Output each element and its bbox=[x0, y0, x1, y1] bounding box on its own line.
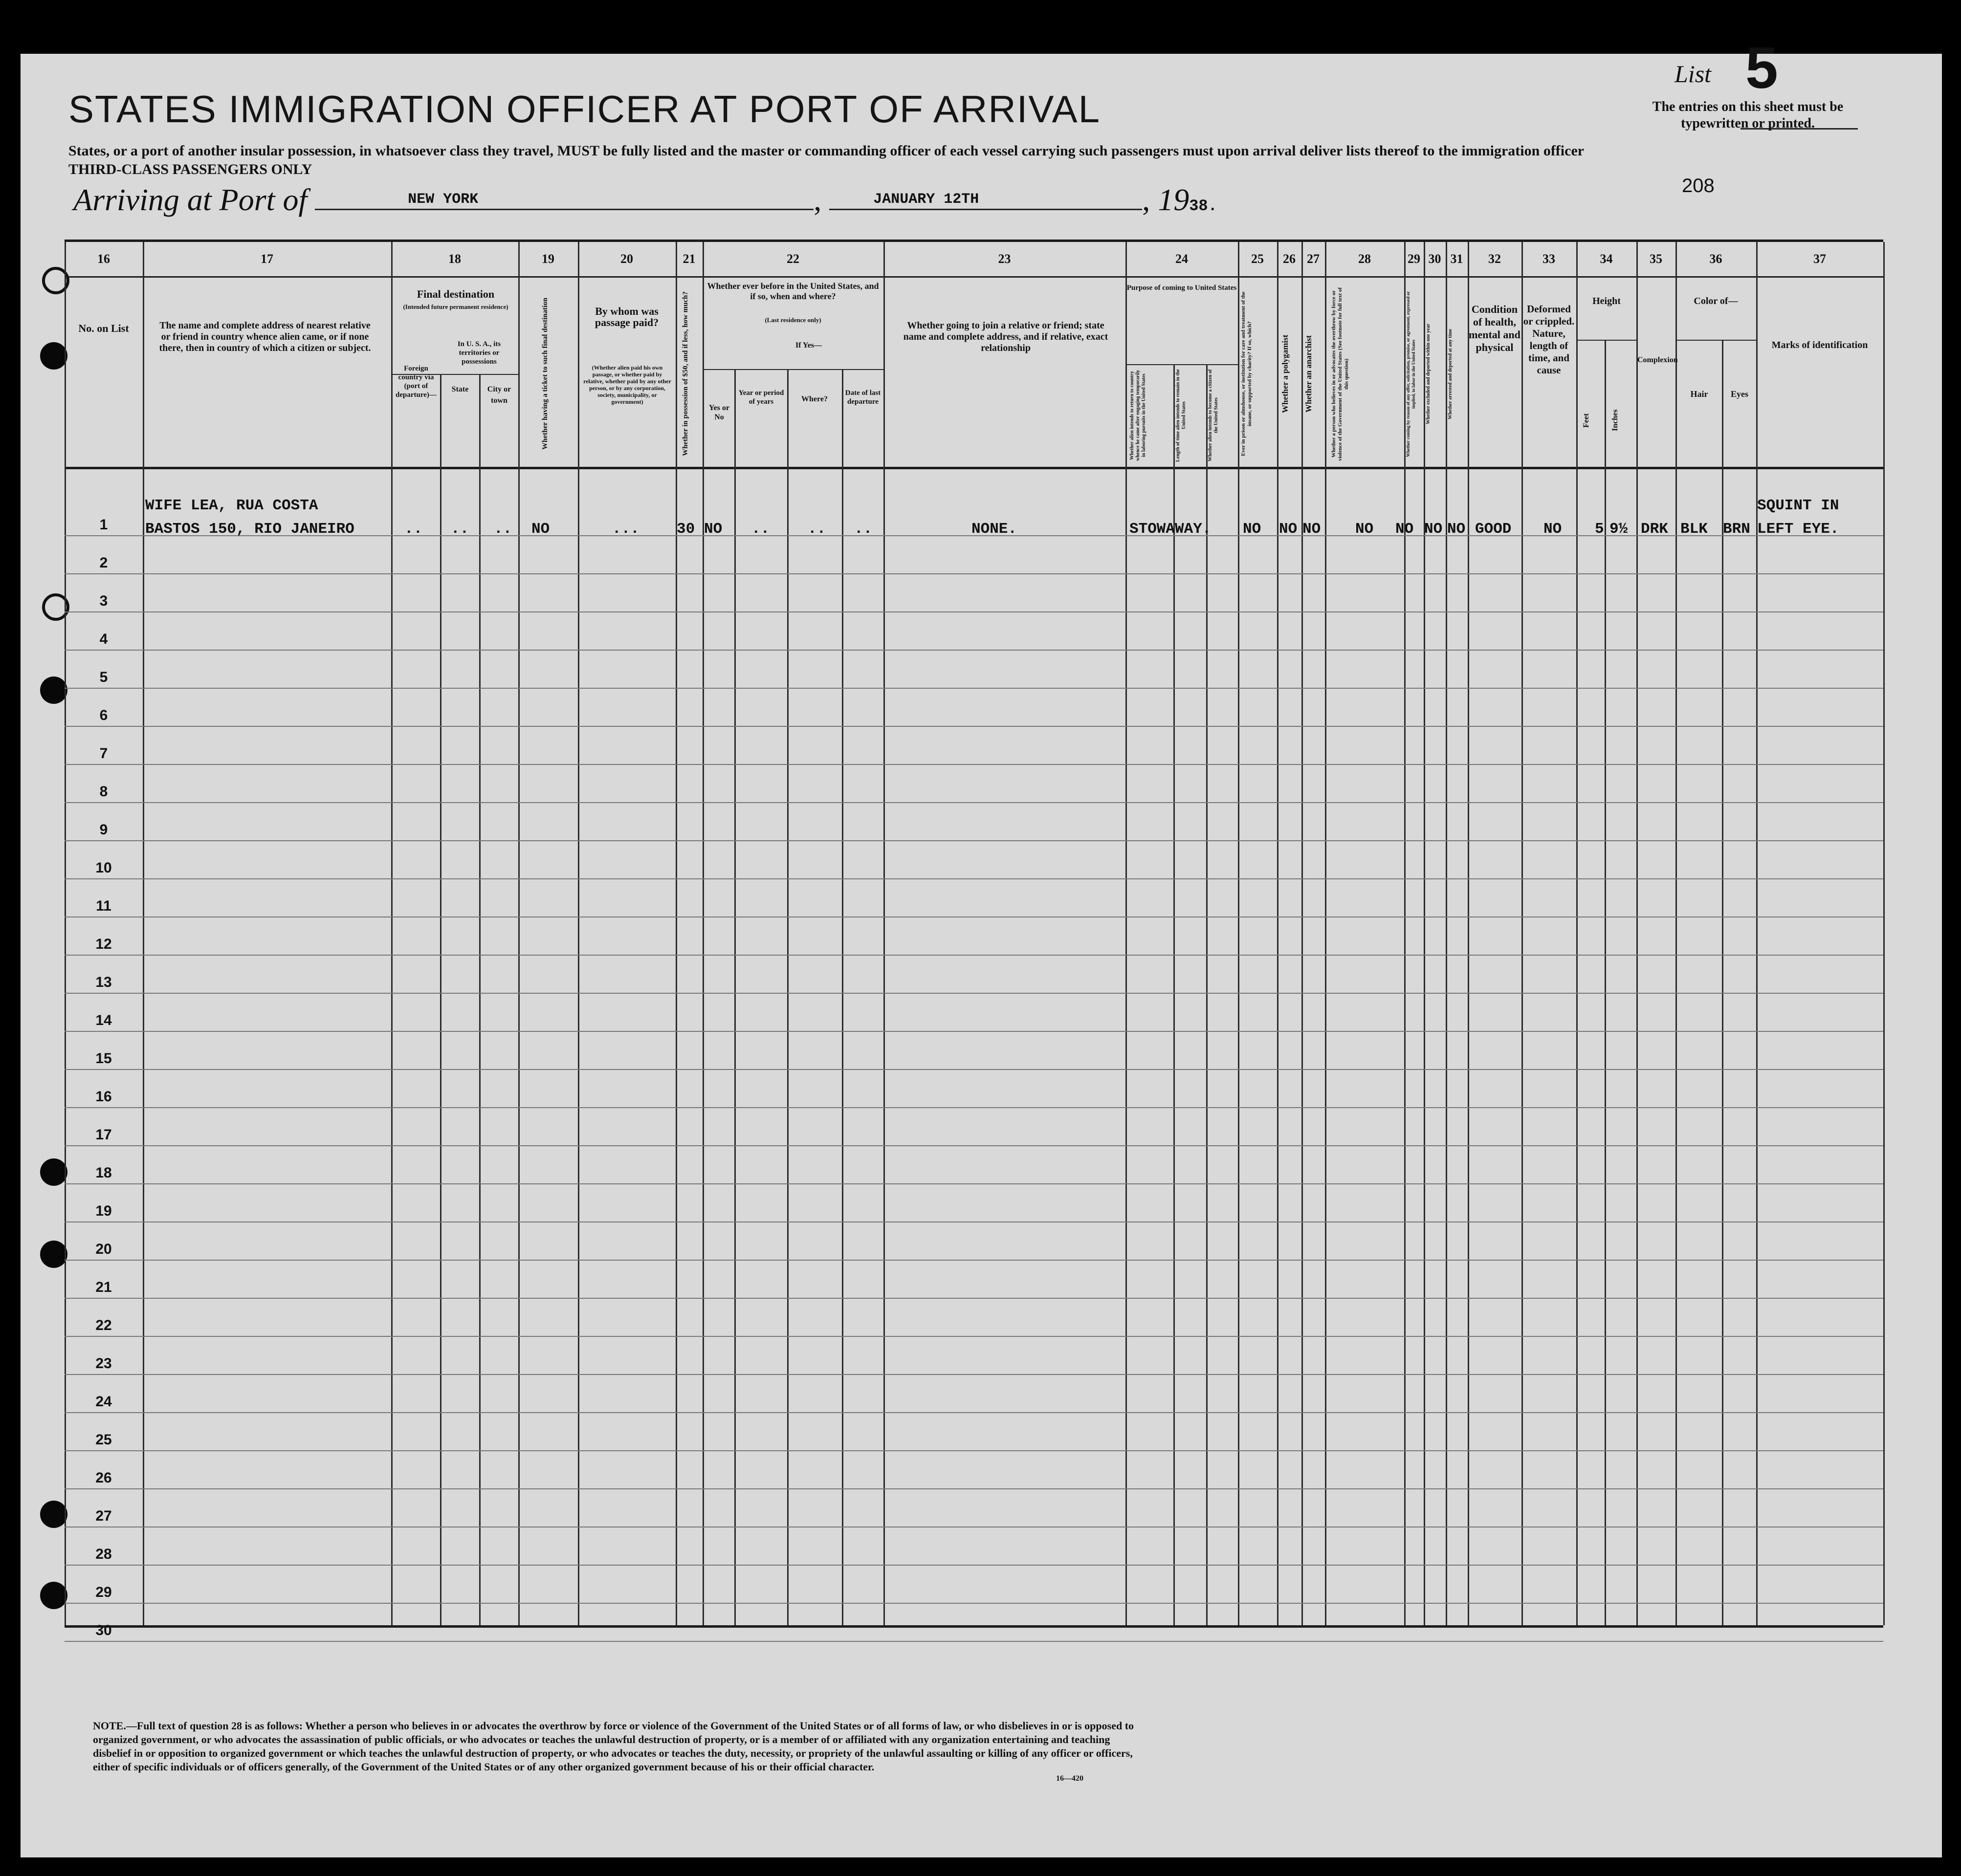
row-line bbox=[65, 1183, 1883, 1184]
header-c30: Whether excluded and deported within one year bbox=[1426, 324, 1431, 424]
header-c31: Whether arrested and deported at any time bbox=[1448, 328, 1453, 419]
list-number: 5 bbox=[1745, 35, 1778, 101]
row-number: 23 bbox=[95, 1355, 112, 1372]
row-line bbox=[65, 611, 1883, 612]
row-number: 14 bbox=[95, 1012, 112, 1028]
header-city: City or town bbox=[487, 385, 511, 405]
col-number: 16 bbox=[97, 252, 110, 266]
header-c29: Whether coming by reason of any offer, solicitation, promise, or agreement, expressed or implied, to labor in the United States bbox=[1406, 291, 1416, 457]
header-hair: Hair bbox=[1690, 389, 1708, 399]
row-number: 17 bbox=[95, 1127, 112, 1143]
col-number: 17 bbox=[261, 252, 273, 266]
header-final-destination-note: (Intended future permanent residence) bbox=[403, 303, 508, 310]
col-number: 27 bbox=[1307, 252, 1320, 266]
row-line bbox=[65, 1107, 1883, 1108]
entry-feet: 5 bbox=[1595, 521, 1604, 538]
entry-years: .. bbox=[751, 521, 770, 538]
header-before-in-us: Whether ever before in the United States, and if so, when and where? bbox=[707, 281, 879, 301]
header-foreign-country: Foreign country via (port of departure)— bbox=[396, 365, 437, 399]
page-title: STATES IMMIGRATION OFFICER AT PORT OF ARRIVAL bbox=[68, 87, 1101, 131]
row-line bbox=[65, 764, 1883, 765]
entry-hair: BLK bbox=[1680, 521, 1708, 538]
date-value: JANUARY 12TH bbox=[873, 191, 979, 208]
row-number: 9 bbox=[99, 822, 108, 838]
row-number: 7 bbox=[99, 745, 108, 762]
col-number: 35 bbox=[1650, 252, 1662, 266]
header-date-departure: Date of last departure bbox=[845, 389, 881, 406]
header-inches: Inches bbox=[1611, 409, 1619, 432]
body-rule bbox=[65, 467, 1883, 469]
footnote: NOTE.—Full text of question 28 is as follows: Whether a person who believes in or advocates the overthrow by force or violence of the Government of the United States or of all forms of law, or who disbelieves in or is opposed to organized government, or who advocates the assassination of public officials, or who advocates or teaches the unlawful destruction of property, or is a member of or affiliated with any organization entertaining and teaching disbelief in or opposition to organized government or which teaches the unlawful destruction of property, or who advocates or teaches the duty, necessity, or propriety of the unlawful assaulting or killing of any officer or officers, either of specific individuals or of officers generally, of the Government of the United States or of any other organized government because of his or their official character. bbox=[93, 1720, 1134, 1773]
binder-hole bbox=[40, 1501, 67, 1528]
header-color-of: Color of— bbox=[1694, 296, 1738, 306]
row-line bbox=[65, 878, 1883, 879]
row-number: 29 bbox=[95, 1584, 112, 1600]
entry-passage: ... bbox=[612, 521, 639, 538]
header-in-usa: In U. S. A., its territories or possessions bbox=[457, 340, 501, 366]
row-line bbox=[65, 993, 1883, 994]
row-number: 8 bbox=[99, 784, 108, 800]
header-c26: Whether a polygamist bbox=[1280, 334, 1290, 414]
row-number: 1 bbox=[99, 517, 108, 533]
header-passage-note: (Whether alien paid his own passage, or whether paid by relative, whether paid by any other person, or by any corporation, society, municipality, or government) bbox=[583, 364, 671, 405]
arriving-line: Arriving at Port of NEW YORK , JANUARY 12TH , 1938. bbox=[73, 182, 1217, 217]
col-number: 23 bbox=[998, 252, 1011, 266]
entry-eyes: BRN bbox=[1723, 521, 1750, 538]
row-number: 6 bbox=[99, 707, 108, 723]
col-number: 33 bbox=[1542, 252, 1555, 266]
entry-state: .. bbox=[451, 521, 469, 538]
header-years: Year or period of years bbox=[738, 389, 784, 406]
row-number: 3 bbox=[99, 593, 108, 609]
class-line: THIRD-CLASS PASSENGERS ONLY bbox=[68, 161, 312, 177]
row-line bbox=[65, 802, 1883, 803]
port-field bbox=[315, 184, 814, 210]
instruction-text: States, or a port of another insular possession, in whatsoever class they travel, MUST be fully listed and the master or commanding officer of each vessel carrying such passengers must upon arrival deliver lists thereof to the immigration officer bbox=[68, 143, 1585, 159]
header-eyes: Eyes bbox=[1731, 389, 1748, 399]
col-number: 19 bbox=[542, 252, 554, 266]
row-number: 16 bbox=[95, 1089, 112, 1105]
entry-c26: NO bbox=[1279, 521, 1298, 538]
header-last-residence: (Last residence only) bbox=[765, 316, 821, 324]
header-yes-no: Yes or No bbox=[708, 404, 730, 421]
header-health: Condition of health, mental and physical bbox=[1469, 303, 1520, 353]
col-number: 21 bbox=[683, 252, 696, 266]
binder-hole bbox=[40, 342, 67, 370]
row-line bbox=[65, 1298, 1883, 1299]
stamp-number: 208 bbox=[1682, 175, 1715, 196]
row-line bbox=[65, 688, 1883, 689]
entry-marks-line2: LEFT EYE. bbox=[1757, 521, 1839, 538]
header-purpose-c: Whether alien intends to become a citizen of the United States bbox=[1208, 369, 1219, 462]
entry-c29: NO bbox=[1395, 521, 1414, 538]
entry-join: NONE. bbox=[971, 521, 1017, 538]
row-number: 18 bbox=[95, 1165, 112, 1181]
binder-hole bbox=[40, 676, 67, 704]
form-number: 16—420 bbox=[1056, 1774, 1083, 1783]
manifest-table bbox=[65, 240, 1883, 1638]
header-height: Height bbox=[1592, 296, 1621, 306]
header-complexion: Complexion bbox=[1637, 356, 1678, 364]
row-number: 25 bbox=[95, 1432, 112, 1448]
entry-c27: NO bbox=[1302, 521, 1321, 538]
col-number: 18 bbox=[448, 252, 461, 266]
row-number: 19 bbox=[95, 1203, 112, 1219]
header-ticket: Whether having a ticket to such final destination bbox=[541, 298, 549, 450]
header-purpose: Purpose of coming to United States bbox=[1126, 284, 1237, 292]
header-deformed: Deformed or crippled. Nature, length of time, and cause bbox=[1523, 303, 1575, 376]
row-number: 22 bbox=[95, 1317, 112, 1333]
header-c27: Whether an anarchist bbox=[1304, 335, 1313, 413]
row-line bbox=[65, 1374, 1883, 1375]
header-feet: Feet bbox=[1582, 413, 1590, 428]
header-final-destination: Final destination bbox=[417, 288, 495, 300]
row-line bbox=[65, 1031, 1883, 1032]
col-number: 24 bbox=[1175, 252, 1188, 266]
row-line bbox=[65, 1488, 1883, 1489]
row-line bbox=[65, 1069, 1883, 1070]
header-join-relative: Whether going to join a relative or friend; state name and complete address, and if relative, exact relationship bbox=[903, 320, 1108, 353]
col-number: 26 bbox=[1283, 252, 1296, 266]
col-number: 29 bbox=[1408, 252, 1420, 266]
entry-relative-line1: WIFE LEA, RUA COSTA bbox=[145, 497, 318, 514]
col-number: 34 bbox=[1600, 252, 1613, 266]
entry-purpose: STOWAWAY. bbox=[1129, 521, 1212, 538]
entry-marks-line1: SQUINT IN bbox=[1757, 497, 1839, 514]
entry-possession: 30 bbox=[677, 521, 695, 538]
header-where: Where? bbox=[801, 395, 828, 403]
header-subtitle bbox=[68, 142, 1584, 179]
row-number: 30 bbox=[95, 1622, 112, 1638]
row-number: 26 bbox=[95, 1470, 112, 1486]
entry-where: .. bbox=[808, 521, 826, 538]
entry-health: GOOD bbox=[1475, 521, 1512, 538]
row-line bbox=[65, 573, 1883, 574]
row-number: 12 bbox=[95, 936, 112, 952]
entry-inches: 9½ bbox=[1609, 521, 1628, 538]
binder-hole bbox=[40, 1582, 67, 1609]
col-number: 32 bbox=[1488, 252, 1501, 266]
year-prefix: 19 bbox=[1158, 182, 1190, 217]
col-number: 20 bbox=[620, 252, 633, 266]
header-if-yes: If Yes— bbox=[795, 341, 822, 349]
entry-before-yes-no: NO bbox=[704, 521, 723, 538]
entry-c31: NO bbox=[1447, 521, 1466, 538]
col-number: 22 bbox=[787, 252, 799, 266]
row-number: 10 bbox=[95, 860, 112, 876]
entry-city: .. bbox=[494, 521, 512, 538]
header-state: State bbox=[451, 385, 469, 393]
row-number: 4 bbox=[99, 631, 108, 647]
row-number: 2 bbox=[99, 555, 108, 571]
row-number: 21 bbox=[95, 1279, 112, 1295]
entry-relative-line2: BASTOS 150, RIO JANEIRO bbox=[145, 521, 354, 538]
entry-complexion: DRK bbox=[1641, 521, 1668, 538]
row-line bbox=[65, 1450, 1883, 1451]
entry-deformed: NO bbox=[1543, 521, 1562, 538]
arriving-label: Arriving at Port of bbox=[73, 182, 308, 217]
row-line bbox=[65, 955, 1883, 956]
row-number: 11 bbox=[96, 898, 111, 914]
row-line bbox=[65, 1412, 1883, 1413]
header-c25: Ever in prison or almshouse, or institution for care and treatment of the insane, or supported by charity? If so, which? bbox=[1240, 291, 1253, 457]
row-line bbox=[65, 1260, 1883, 1261]
row-line bbox=[65, 726, 1883, 727]
header-marks: Marks of identification bbox=[1771, 340, 1868, 350]
entry-c30: NO bbox=[1424, 521, 1443, 538]
header-rule bbox=[65, 276, 1883, 278]
row-number: 27 bbox=[95, 1508, 112, 1524]
header-no-on-list: No. on List bbox=[78, 322, 129, 334]
col-number: 36 bbox=[1709, 252, 1722, 266]
row-number: 15 bbox=[95, 1050, 112, 1067]
row-line bbox=[65, 1603, 1883, 1604]
port-value: NEW YORK bbox=[408, 191, 479, 208]
year-suffix: 38. bbox=[1189, 197, 1217, 215]
row-line bbox=[65, 840, 1883, 841]
col-number: 30 bbox=[1428, 252, 1441, 266]
header-purpose-b: Length of time alien intends to remain in the United States bbox=[1175, 369, 1187, 462]
col-number: 25 bbox=[1251, 252, 1264, 266]
row-line bbox=[65, 1565, 1883, 1566]
col-number: 28 bbox=[1358, 252, 1371, 266]
entry-ticket: NO bbox=[531, 521, 550, 538]
row-number: 5 bbox=[99, 669, 108, 685]
row-number: 13 bbox=[95, 974, 112, 990]
entry-c25: NO bbox=[1243, 521, 1261, 538]
row-line bbox=[65, 650, 1883, 651]
row-line bbox=[65, 916, 1883, 917]
entry-c28: NO bbox=[1355, 521, 1374, 538]
header-c28: Whether a person who believes in or advocates the overthrow by force or violence of the Government of the United States (See footnote for full text of this question) bbox=[1331, 287, 1349, 461]
header-possession: Whether in possession of $50, and if less, how much? bbox=[682, 291, 689, 457]
date-field bbox=[829, 184, 1142, 210]
entry-foreign: .. bbox=[404, 521, 423, 538]
entry-departure: .. bbox=[854, 521, 873, 538]
binder-hole bbox=[40, 1241, 67, 1268]
binder-hole bbox=[40, 1158, 67, 1186]
row-number: 24 bbox=[95, 1394, 112, 1410]
row-number: 28 bbox=[95, 1546, 112, 1562]
row-number: 20 bbox=[95, 1241, 112, 1257]
entries-note: The entries on this sheet must be typewritten or printed. bbox=[1652, 99, 1844, 131]
col-number: 37 bbox=[1813, 252, 1826, 266]
header-passage-paid: By whom was passage paid? bbox=[595, 305, 659, 328]
header-purpose-a: Whether alien intends to return to country whence he came after engaging temporarily in laboring pursuits in the United States bbox=[1129, 370, 1146, 461]
row-line bbox=[65, 1641, 1883, 1642]
list-label: List bbox=[1675, 60, 1712, 87]
row-line bbox=[65, 1336, 1883, 1337]
col-number: 31 bbox=[1450, 252, 1463, 266]
row-line bbox=[65, 1145, 1883, 1146]
header-nearest-relative: The name and complete address of nearest relative or friend in country whence alien came, or if none there, then in country of which a citizen or subject. bbox=[159, 320, 371, 353]
